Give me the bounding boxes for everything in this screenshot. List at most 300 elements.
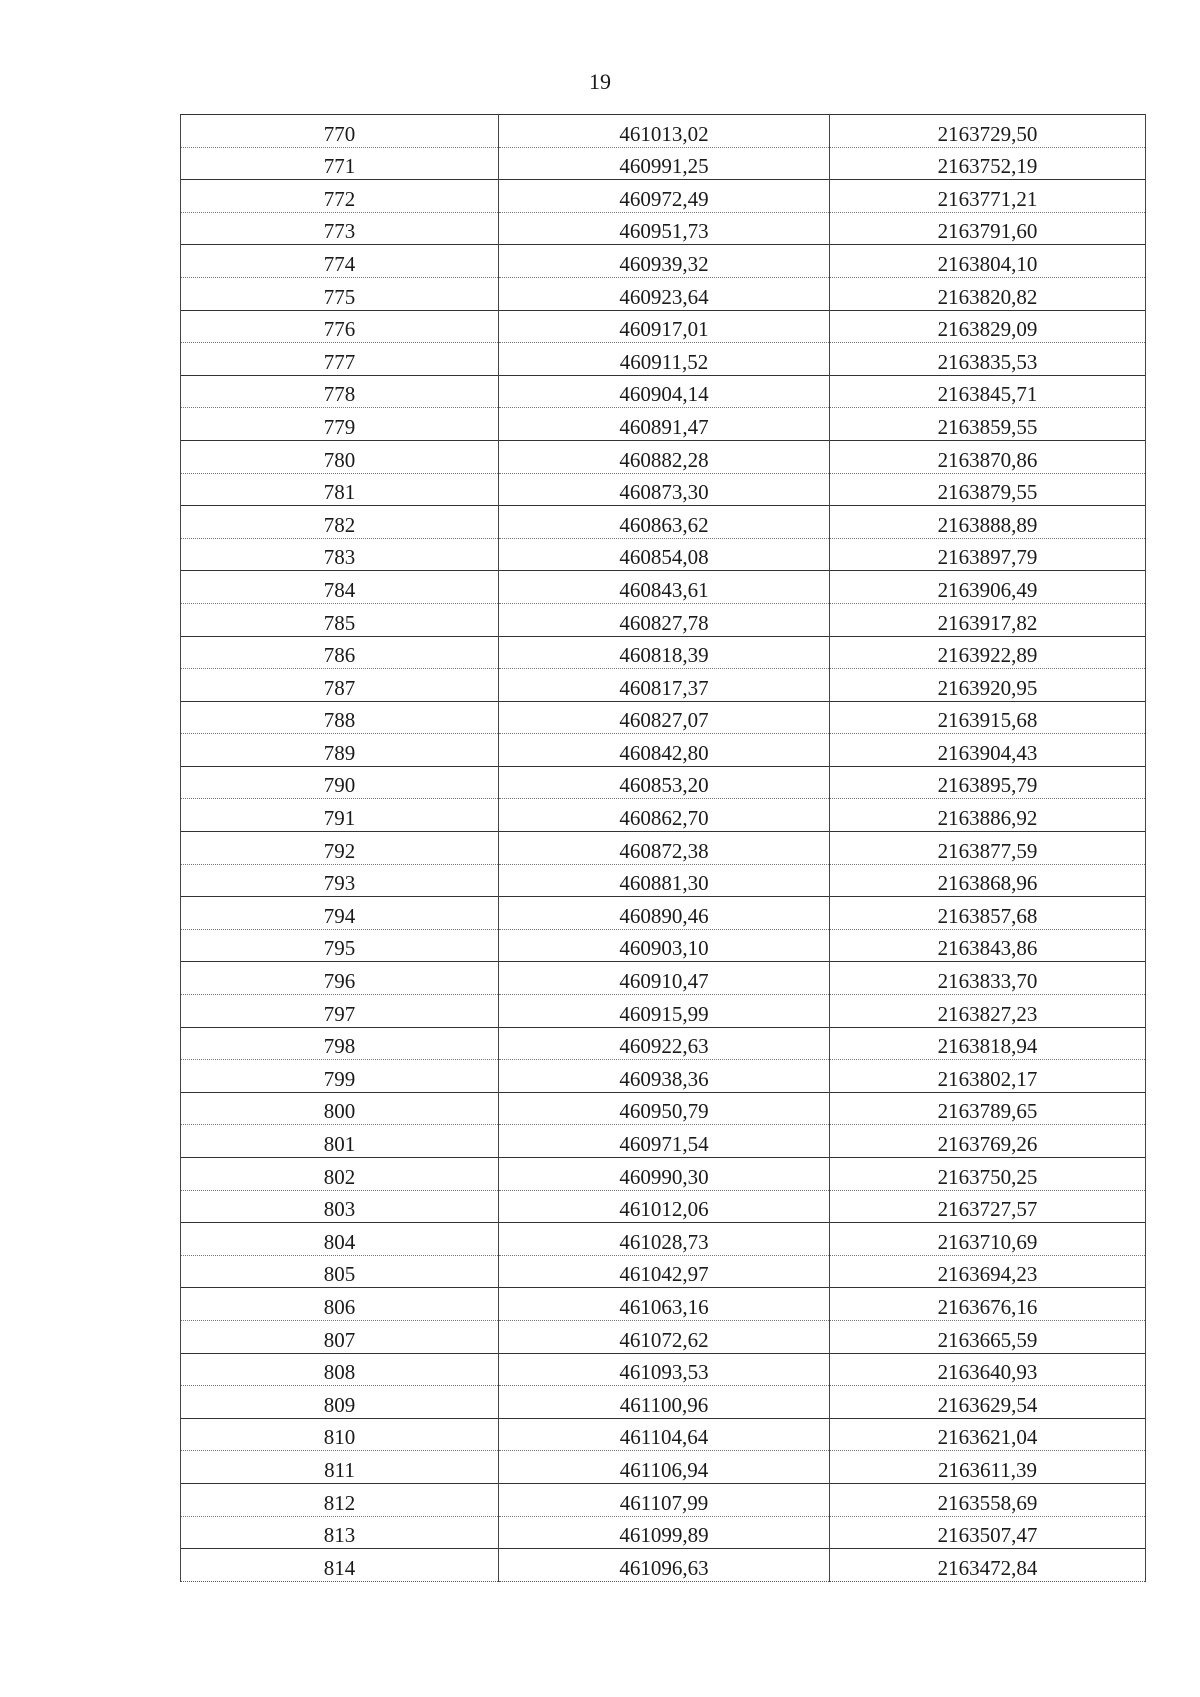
cell-value: 2163818,94 <box>937 1034 1038 1059</box>
y-coordinate-cell <box>830 473 1146 506</box>
point-number-cell <box>181 375 499 408</box>
cell-value: 2163727,57 <box>937 1197 1038 1222</box>
point-number-cell <box>181 929 499 962</box>
cell-value: 460827,78 <box>619 610 709 635</box>
cell-value: 789 <box>323 740 356 765</box>
x-coordinate-cell <box>499 506 830 539</box>
table-row <box>181 1027 1146 1060</box>
x-coordinate-cell <box>499 375 830 408</box>
table-row <box>181 832 1146 865</box>
cell-value: 2163897,79 <box>937 545 1038 570</box>
y-coordinate-cell <box>830 1516 1146 1549</box>
cell-value: 785 <box>323 610 356 635</box>
cell-value: 2163886,92 <box>937 806 1038 831</box>
cell-value: 801 <box>323 1132 356 1156</box>
x-coordinate-cell <box>499 1060 830 1093</box>
cell-value: 2163750,25 <box>937 1164 1038 1189</box>
y-coordinate-cell <box>830 343 1146 376</box>
x-coordinate-cell <box>499 115 830 148</box>
point-number-cell <box>181 766 499 799</box>
point-number-cell <box>181 180 499 213</box>
cell-value: 791 <box>323 806 356 831</box>
cell-value: 460911,52 <box>619 349 709 374</box>
x-coordinate-cell <box>499 1549 830 1582</box>
table-row <box>181 473 1146 506</box>
cell-value: 461104,64 <box>619 1425 709 1450</box>
cell-value: 461072,62 <box>619 1327 709 1352</box>
table-row <box>181 245 1146 278</box>
cell-value: 460990,30 <box>619 1164 709 1189</box>
y-coordinate-cell <box>830 701 1146 734</box>
y-coordinate-cell <box>830 277 1146 310</box>
cell-value: 461012,06 <box>619 1197 709 1222</box>
x-coordinate-cell <box>499 147 830 180</box>
x-coordinate-cell <box>499 603 830 636</box>
cell-value: 2163621,04 <box>937 1425 1038 1450</box>
point-number-cell <box>181 1483 499 1516</box>
point-number-cell <box>181 636 499 669</box>
table-row <box>181 1223 1146 1256</box>
cell-value: 770 <box>323 121 356 146</box>
table-row <box>181 310 1146 343</box>
cell-value: 460951,73 <box>619 219 709 244</box>
cell-value: 460972,49 <box>619 186 709 211</box>
x-coordinate-cell <box>499 571 830 604</box>
y-coordinate-cell <box>830 1418 1146 1451</box>
y-coordinate-cell <box>830 962 1146 995</box>
table-row <box>181 1288 1146 1321</box>
cell-value: 2163904,43 <box>937 740 1038 765</box>
point-number-cell <box>181 1125 499 1158</box>
table-row <box>181 1483 1146 1516</box>
cell-value: 2163804,10 <box>937 251 1038 276</box>
cell-value: 460915,99 <box>619 1001 709 1026</box>
cell-value: 460890,46 <box>619 903 709 928</box>
x-coordinate-cell <box>499 473 830 506</box>
y-coordinate-cell <box>830 995 1146 1028</box>
cell-value: 773 <box>323 219 356 244</box>
table-row <box>181 603 1146 636</box>
cell-value: 2163877,59 <box>937 838 1038 863</box>
y-coordinate-cell <box>830 897 1146 930</box>
x-coordinate-cell <box>499 1353 830 1386</box>
y-coordinate-cell <box>830 1125 1146 1158</box>
cell-value: 461093,53 <box>619 1360 709 1385</box>
cell-value: 2163906,49 <box>937 577 1038 602</box>
cell-value: 2163888,89 <box>937 512 1038 537</box>
table-row <box>181 147 1146 180</box>
table-row <box>181 864 1146 897</box>
table-row <box>181 995 1146 1028</box>
x-coordinate-cell <box>499 1092 830 1125</box>
x-coordinate-cell <box>499 799 830 832</box>
cell-value: 783 <box>323 545 356 570</box>
y-coordinate-cell <box>830 538 1146 571</box>
cell-value: 2163833,70 <box>937 969 1038 994</box>
point-number-cell <box>181 1223 499 1256</box>
y-coordinate-cell <box>830 832 1146 865</box>
table-row <box>181 408 1146 441</box>
point-number-cell <box>181 799 499 832</box>
cell-value: 797 <box>323 1001 356 1026</box>
y-coordinate-cell <box>830 147 1146 180</box>
y-coordinate-cell <box>830 1288 1146 1321</box>
cell-value: 814 <box>323 1555 356 1580</box>
table-row <box>181 571 1146 604</box>
x-coordinate-cell <box>499 408 830 441</box>
cell-value: 2163791,60 <box>937 219 1038 244</box>
cell-value: 460904,14 <box>619 382 709 407</box>
cell-value: 2163676,16 <box>937 1294 1038 1319</box>
y-coordinate-cell <box>830 245 1146 278</box>
cell-value: 460818,39 <box>619 643 709 668</box>
cell-value: 461028,73 <box>619 1229 709 1254</box>
cell-value: 460882,28 <box>619 447 709 472</box>
x-coordinate-cell <box>499 538 830 571</box>
table-row <box>181 929 1146 962</box>
cell-value: 460817,37 <box>619 675 709 700</box>
cell-value: 784 <box>323 577 356 602</box>
cell-value: 790 <box>323 773 356 798</box>
cell-value: 2163665,59 <box>937 1327 1038 1352</box>
table-row <box>181 636 1146 669</box>
x-coordinate-cell <box>499 1288 830 1321</box>
cell-value: 2163835,53 <box>937 349 1038 374</box>
point-number-cell <box>181 538 499 571</box>
point-number-cell <box>181 603 499 636</box>
point-number-cell <box>181 440 499 473</box>
cell-value: 793 <box>323 871 356 896</box>
y-coordinate-cell <box>830 115 1146 148</box>
cell-value: 805 <box>323 1262 356 1287</box>
x-coordinate-cell <box>499 212 830 245</box>
cell-value: 2163710,69 <box>937 1229 1038 1254</box>
cell-value: 2163829,09 <box>937 317 1038 342</box>
cell-value: 460843,61 <box>619 577 709 602</box>
table-row <box>181 1451 1146 1484</box>
x-coordinate-cell <box>499 1386 830 1419</box>
point-number-cell <box>181 343 499 376</box>
cell-value: 799 <box>323 1066 356 1091</box>
y-coordinate-cell <box>830 1223 1146 1256</box>
point-number-cell <box>181 1386 499 1419</box>
y-coordinate-cell <box>830 1549 1146 1582</box>
cell-value: 460971,54 <box>619 1132 709 1156</box>
cell-value: 775 <box>323 284 356 309</box>
point-number-cell <box>181 701 499 734</box>
cell-value: 2163802,17 <box>937 1066 1038 1091</box>
y-coordinate-cell <box>830 1190 1146 1223</box>
table-row <box>181 766 1146 799</box>
y-coordinate-cell <box>830 506 1146 539</box>
cell-value: 796 <box>323 969 356 994</box>
y-coordinate-cell <box>830 734 1146 767</box>
y-coordinate-cell <box>830 212 1146 245</box>
table-row <box>181 701 1146 734</box>
cell-value: 2163870,86 <box>937 447 1038 472</box>
cell-value: 811 <box>324 1457 355 1482</box>
cell-value: 2163868,96 <box>937 871 1038 896</box>
x-coordinate-cell <box>499 701 830 734</box>
table-row <box>181 1125 1146 1158</box>
x-coordinate-cell <box>499 1516 830 1549</box>
point-number-cell <box>181 506 499 539</box>
cell-value: 2163629,54 <box>937 1392 1038 1417</box>
point-number-cell <box>181 1158 499 1191</box>
point-number-cell <box>181 864 499 897</box>
cell-value: 2163752,19 <box>937 154 1038 179</box>
cell-value: 800 <box>323 1099 356 1124</box>
cell-value: 809 <box>323 1392 356 1417</box>
table-row <box>181 897 1146 930</box>
cell-value: 460881,30 <box>619 871 709 896</box>
point-number-cell <box>181 1288 499 1321</box>
page-number: 19 <box>589 69 611 94</box>
point-number-cell <box>181 897 499 930</box>
cell-value: 460950,79 <box>619 1099 709 1124</box>
table-row <box>181 440 1146 473</box>
cell-value: 460863,62 <box>619 512 709 537</box>
x-coordinate-cell <box>499 1223 830 1256</box>
y-coordinate-cell <box>830 1158 1146 1191</box>
table-row <box>181 1418 1146 1451</box>
table-row <box>181 212 1146 245</box>
cell-value: 2163915,68 <box>937 708 1038 733</box>
cell-value: 776 <box>323 317 356 342</box>
cell-value: 795 <box>323 936 356 961</box>
point-number-cell <box>181 1549 499 1582</box>
x-coordinate-cell <box>499 929 830 962</box>
cell-value: 2163859,55 <box>937 414 1038 439</box>
x-coordinate-cell <box>499 277 830 310</box>
point-number-cell <box>181 1418 499 1451</box>
y-coordinate-cell <box>830 1353 1146 1386</box>
cell-value: 779 <box>323 414 356 439</box>
table-row <box>181 343 1146 376</box>
table-row <box>181 115 1146 148</box>
cell-value: 460939,32 <box>619 251 709 276</box>
cell-value: 460873,30 <box>619 480 709 505</box>
cell-value: 772 <box>323 186 356 211</box>
cell-value: 804 <box>323 1229 356 1254</box>
cell-value: 803 <box>323 1197 356 1222</box>
x-coordinate-cell <box>499 734 830 767</box>
y-coordinate-cell <box>830 799 1146 832</box>
point-number-cell <box>181 995 499 1028</box>
cell-value: 2163845,71 <box>937 382 1038 407</box>
cell-value: 2163769,26 <box>937 1132 1038 1156</box>
table-row <box>181 1092 1146 1125</box>
point-number-cell <box>181 1060 499 1093</box>
cell-value: 461063,16 <box>619 1294 709 1319</box>
cell-value: 2163558,69 <box>937 1490 1038 1515</box>
cell-value: 2163507,47 <box>937 1523 1038 1548</box>
y-coordinate-cell <box>830 375 1146 408</box>
point-number-cell <box>181 473 499 506</box>
cell-value: 460827,07 <box>619 708 709 733</box>
table-row <box>181 1060 1146 1093</box>
cell-value: 806 <box>323 1294 356 1319</box>
x-coordinate-cell <box>499 962 830 995</box>
x-coordinate-cell <box>499 310 830 343</box>
table-row <box>181 506 1146 539</box>
y-coordinate-cell <box>830 1060 1146 1093</box>
x-coordinate-cell <box>499 636 830 669</box>
cell-value: 460842,80 <box>619 740 709 765</box>
x-coordinate-cell <box>499 180 830 213</box>
cell-value: 2163917,82 <box>937 610 1038 635</box>
x-coordinate-cell <box>499 245 830 278</box>
point-number-cell <box>181 962 499 995</box>
table-row <box>181 1353 1146 1386</box>
y-coordinate-cell <box>830 180 1146 213</box>
y-coordinate-cell <box>830 864 1146 897</box>
cell-value: 782 <box>323 512 356 537</box>
x-coordinate-cell <box>499 1255 830 1288</box>
table-row <box>181 1516 1146 1549</box>
y-coordinate-cell <box>830 1386 1146 1419</box>
cell-value: 2163640,93 <box>937 1360 1038 1385</box>
table-row <box>181 1320 1146 1353</box>
cell-value: 788 <box>323 708 356 733</box>
cell-value: 813 <box>323 1523 356 1548</box>
point-number-cell <box>181 1190 499 1223</box>
cell-value: 460891,47 <box>619 414 709 439</box>
cell-value: 460903,10 <box>619 936 709 961</box>
x-coordinate-cell <box>499 995 830 1028</box>
cell-value: 771 <box>323 154 356 179</box>
y-coordinate-cell <box>830 1027 1146 1060</box>
point-number-cell <box>181 1255 499 1288</box>
cell-value: 2163920,95 <box>937 675 1038 700</box>
x-coordinate-cell <box>499 440 830 473</box>
cell-value: 460923,64 <box>619 284 709 309</box>
y-coordinate-cell <box>830 408 1146 441</box>
cell-value: 781 <box>323 480 356 505</box>
y-coordinate-cell <box>830 603 1146 636</box>
point-number-cell <box>181 669 499 702</box>
point-number-cell <box>181 147 499 180</box>
cell-value: 460854,08 <box>619 545 709 570</box>
x-coordinate-cell <box>499 1158 830 1191</box>
cell-value: 2163472,84 <box>937 1555 1038 1580</box>
cell-value: 461106,94 <box>619 1457 709 1482</box>
cell-value: 798 <box>323 1034 356 1059</box>
cell-value: 2163879,55 <box>937 480 1038 505</box>
point-number-cell <box>181 1516 499 1549</box>
table-row <box>181 1190 1146 1223</box>
point-number-cell <box>181 832 499 865</box>
table-row <box>181 375 1146 408</box>
cell-value: 812 <box>323 1490 356 1515</box>
cell-value: 2163827,23 <box>937 1001 1038 1026</box>
point-number-cell <box>181 1451 499 1484</box>
cell-value: 460917,01 <box>619 317 709 342</box>
table-row <box>181 1255 1146 1288</box>
y-coordinate-cell <box>830 440 1146 473</box>
table-row <box>181 962 1146 995</box>
y-coordinate-cell <box>830 571 1146 604</box>
cell-value: 460862,70 <box>619 806 709 831</box>
x-coordinate-cell <box>499 1190 830 1223</box>
table-row <box>181 734 1146 767</box>
cell-value: 2163843,86 <box>937 936 1038 961</box>
point-number-cell <box>181 571 499 604</box>
coordinates-table-body <box>181 115 1146 1582</box>
x-coordinate-cell <box>499 1125 830 1158</box>
y-coordinate-cell <box>830 1092 1146 1125</box>
table-row <box>181 1549 1146 1582</box>
point-number-cell <box>181 734 499 767</box>
x-coordinate-cell <box>499 1483 830 1516</box>
cell-value: 786 <box>323 643 356 668</box>
cell-value: 2163771,21 <box>937 186 1038 211</box>
x-coordinate-cell <box>499 1451 830 1484</box>
point-number-cell <box>181 212 499 245</box>
table-row <box>181 799 1146 832</box>
y-coordinate-cell <box>830 766 1146 799</box>
cell-value: 461100,96 <box>619 1392 709 1417</box>
point-number-cell <box>181 115 499 148</box>
table-row <box>181 180 1146 213</box>
table-row <box>181 669 1146 702</box>
point-number-cell <box>181 1320 499 1353</box>
cell-value: 794 <box>323 903 356 928</box>
cell-value: 2163694,23 <box>937 1262 1038 1287</box>
cell-value: 460938,36 <box>619 1066 709 1091</box>
cell-value: 774 <box>323 251 356 276</box>
cell-value: 460922,63 <box>619 1034 709 1059</box>
table-row <box>181 1386 1146 1419</box>
y-coordinate-cell <box>830 929 1146 962</box>
cell-value: 807 <box>323 1327 356 1352</box>
point-number-cell <box>181 408 499 441</box>
x-coordinate-cell <box>499 343 830 376</box>
cell-value: 460910,47 <box>619 969 709 994</box>
cell-value: 808 <box>323 1360 356 1385</box>
cell-value: 780 <box>323 447 356 472</box>
point-number-cell <box>181 1027 499 1060</box>
cell-value: 2163857,68 <box>937 903 1038 928</box>
point-number-cell <box>181 245 499 278</box>
x-coordinate-cell <box>499 1418 830 1451</box>
cell-value: 460991,25 <box>619 154 709 179</box>
y-coordinate-cell <box>830 1483 1146 1516</box>
y-coordinate-cell <box>830 310 1146 343</box>
table-row <box>181 538 1146 571</box>
cell-value: 810 <box>323 1425 356 1450</box>
cell-value: 778 <box>323 382 356 407</box>
cell-value: 460872,38 <box>619 838 709 863</box>
table-row <box>181 1158 1146 1191</box>
cell-value: 802 <box>323 1164 356 1189</box>
cell-value: 461042,97 <box>619 1262 709 1287</box>
x-coordinate-cell <box>499 864 830 897</box>
cell-value: 461013,02 <box>619 121 709 146</box>
x-coordinate-cell <box>499 1320 830 1353</box>
x-coordinate-cell <box>499 669 830 702</box>
x-coordinate-cell <box>499 832 830 865</box>
coordinates-table <box>180 114 1146 1582</box>
point-number-cell <box>181 277 499 310</box>
x-coordinate-cell <box>499 766 830 799</box>
cell-value: 461099,89 <box>619 1523 709 1548</box>
cell-value: 2163895,79 <box>937 773 1038 798</box>
table-row <box>181 277 1146 310</box>
point-number-cell <box>181 1353 499 1386</box>
cell-value: 2163922,89 <box>937 643 1038 668</box>
cell-value: 792 <box>323 838 356 863</box>
